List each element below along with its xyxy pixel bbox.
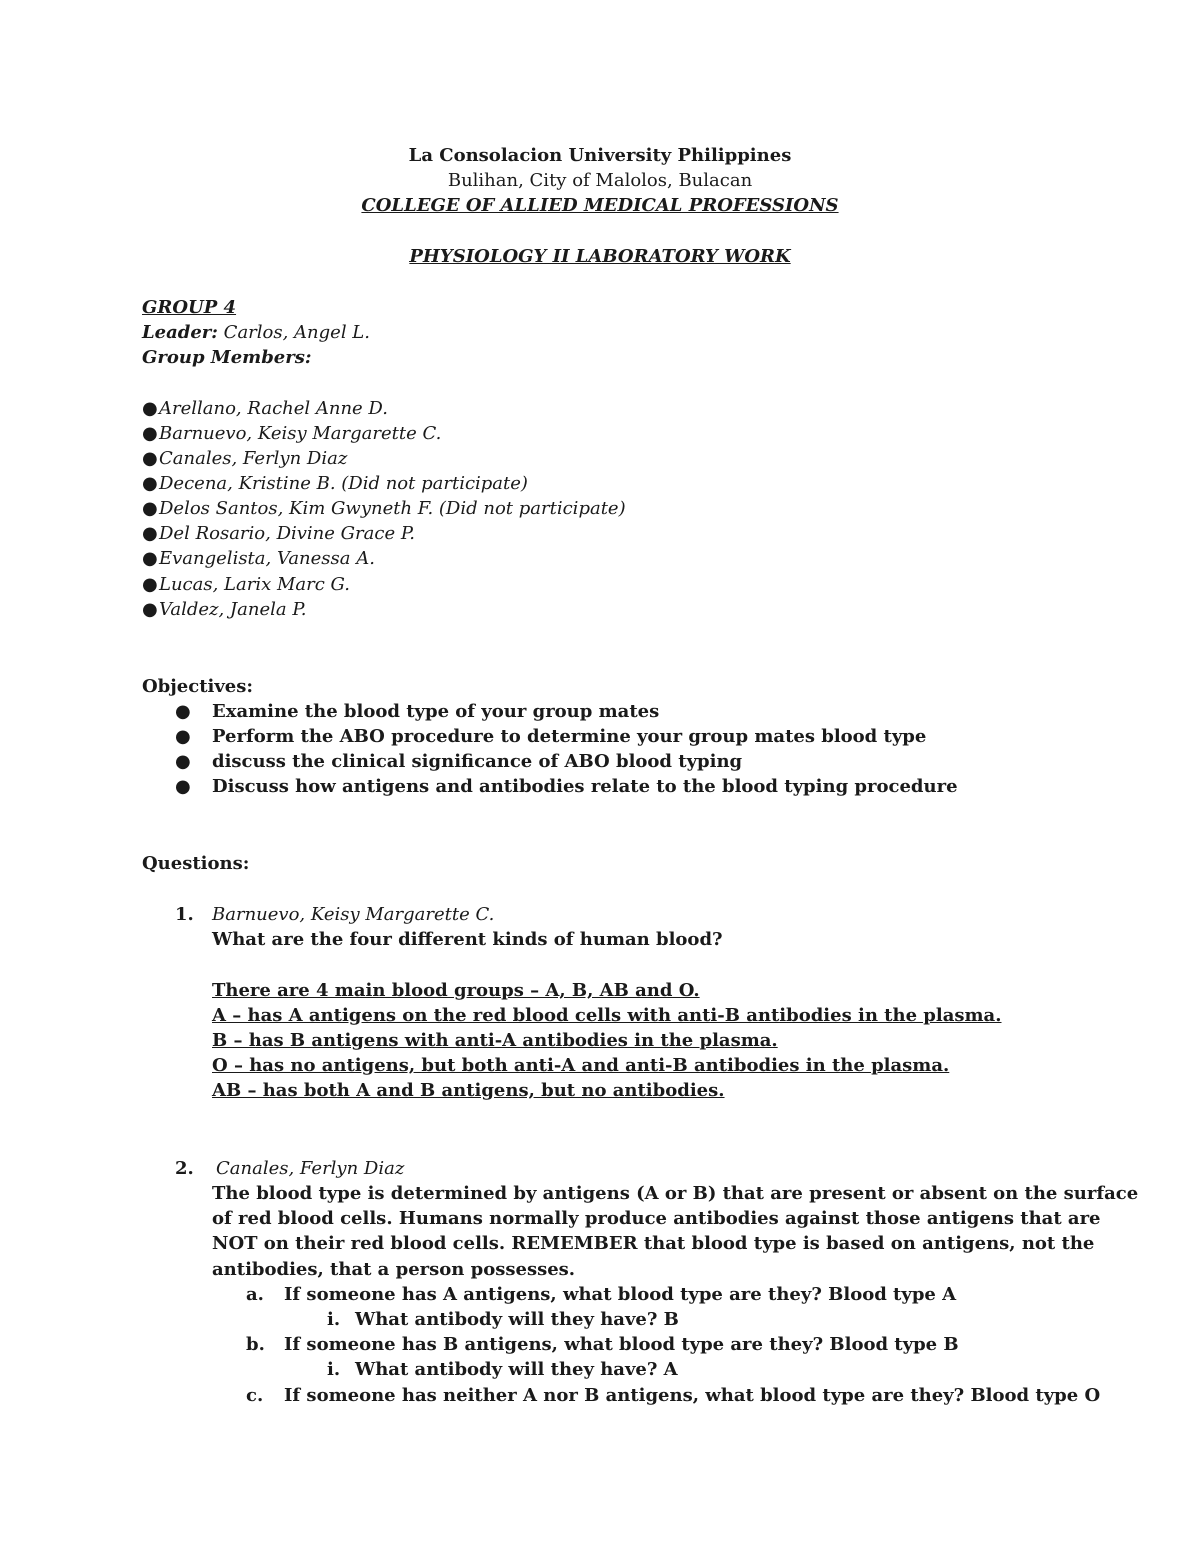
paragraph-line: of red blood cells. Humans normally produce antibodies against those antigens that are [212, 1208, 1101, 1229]
answer-line: There are 4 main blood groups – A, B, AB and O. [212, 980, 700, 1001]
subquestion-label: c. [246, 1385, 264, 1406]
bullet-icon: ● [142, 599, 158, 620]
bullet-icon: ● [142, 523, 158, 544]
list-item: ●Delos Santos, Kim Gwyneth F. (Did not participate) [142, 498, 626, 519]
list-item: ●Del Rosario, Divine Grace P. [142, 523, 415, 544]
answer-line: B – has B antigens with anti-A antibodies in the plasma. [212, 1030, 778, 1051]
question-1-author: Barnuevo, Keisy Margarette C. [212, 904, 495, 925]
work-title: PHYSIOLOGY II LABORATORY WORK [409, 246, 791, 267]
bullet-icon: ● [142, 423, 158, 444]
leader-name: Carlos, Angel L. [223, 322, 370, 343]
subquestion-text: If someone has B antigens, what blood type are they? Blood type B [284, 1334, 959, 1355]
group-name: GROUP 4 [142, 297, 237, 318]
answer-line: A – has A antigens on the red blood cells with anti-B antibodies in the plasma. [212, 1005, 1002, 1026]
subquestion-roman: i. [327, 1359, 341, 1380]
bullet-icon: ● [175, 726, 191, 747]
bullet-icon: ● [175, 751, 191, 772]
bullet-icon: ● [142, 473, 158, 494]
list-item: ●Decena, Kristine B. (Did not participate) [142, 473, 528, 494]
list-item: ●Valdez, Janela P. [142, 599, 307, 620]
bullet-icon: ● [142, 398, 158, 419]
bullet-icon: ● [175, 701, 191, 722]
questions-heading: Questions: [142, 853, 250, 874]
list-item: ●Arellano, Rachel Anne D. [142, 398, 388, 419]
subquestion-label: a. [246, 1284, 264, 1305]
paragraph-line: antibodies, that a person possesses. [212, 1259, 576, 1280]
leader-label: Leader: [142, 322, 218, 343]
subquestion-text: If someone has neither A nor B antigens, what blood type are they? Blood type O [284, 1385, 1101, 1406]
objectives-heading: Objectives: [142, 676, 254, 697]
bullet-icon: ● [142, 548, 158, 569]
bullet-icon: ● [142, 574, 158, 595]
subquestion-roman-text: What antibody will they have? A [355, 1359, 678, 1380]
question-2-author: Canales, Ferlyn Diaz [216, 1158, 405, 1179]
question-1-text: What are the four different kinds of human blood? [212, 929, 723, 950]
list-item: ● Perform the ABO procedure to determine your group mates blood type [175, 726, 927, 747]
bullet-icon: ● [142, 498, 158, 519]
subquestion-text: If someone has A antigens, what blood type are they? Blood type A [284, 1284, 957, 1305]
university-address: Bulihan, City of Malolos, Bulacan [447, 170, 753, 191]
list-item: ●Barnuevo, Keisy Margarette C. [142, 423, 442, 444]
list-item: ● discuss the clinical significance of ABO blood typing [175, 751, 743, 772]
subquestion-roman: i. [327, 1309, 341, 1330]
subquestion-label: b. [246, 1334, 265, 1355]
bullet-icon: ● [175, 776, 191, 797]
subquestion-roman-text: What antibody will they have? B [355, 1309, 679, 1330]
paragraph-line: The blood type is determined by antigens (A or B) that are present or absent on the surface [212, 1183, 1139, 1204]
answer-line: AB – has both A and B antigens, but no antibodies. [212, 1080, 725, 1101]
list-item: ● Examine the blood type of your group mates [175, 701, 660, 722]
paragraph-line: NOT on their red blood cells. REMEMBER that blood type is based on antigens, not the [212, 1233, 1095, 1254]
group-leader [142, 320, 370, 345]
question-1-number: 1. [175, 904, 194, 925]
answer-line: O – has no antigens, but both anti-A and anti-B antibodies in the plasma. [212, 1055, 950, 1076]
list-item: ● Discuss how antigens and antibodies relate to the blood typing procedure [175, 776, 958, 797]
college-name: COLLEGE OF ALLIED MEDICAL PROFESSIONS [361, 195, 839, 216]
university-name: La Consolacion University Philippines [408, 145, 792, 166]
list-item: ●Lucas, Larix Marc G. [142, 574, 350, 595]
list-item: ●Evangelista, Vanessa A. [142, 548, 375, 569]
list-item: ●Canales, Ferlyn Diaz [142, 448, 348, 469]
bullet-icon: ● [142, 448, 158, 469]
question-2-number: 2. [175, 1158, 194, 1179]
group-members-label: Group Members: [142, 347, 312, 368]
